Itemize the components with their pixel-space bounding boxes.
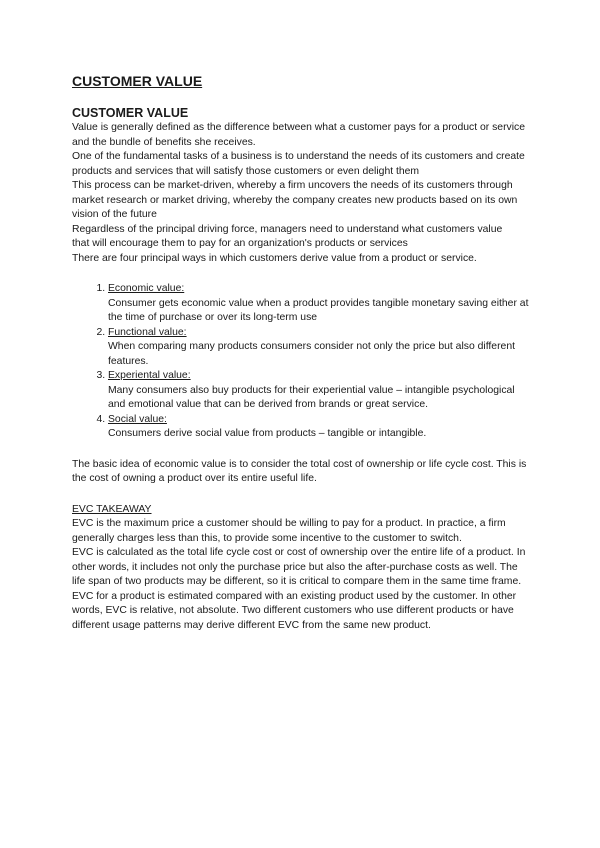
intro-paragraph: This process can be market-driven, whereby a firm uncovers the needs of its customers through market research or market driving, whereby the company creates new products based on its own vision of the future	[72, 180, 518, 220]
document-page	[72, 72, 532, 633]
section-title: CUSTOMER VALUE	[72, 106, 189, 120]
list-item	[108, 413, 532, 442]
intro-paragraph: that will encourage them to pay for an organization's products or services	[72, 238, 408, 249]
value-type-title: 1. Economic value:	[108, 283, 185, 294]
value-type-description: Consumers derive social value from products – tangible or intangible.	[108, 428, 427, 439]
evc-heading: EVC TAKEAWAY	[72, 503, 152, 515]
intro-block	[72, 121, 532, 266]
value-type-title: 3. Experiental value:	[108, 370, 191, 381]
intro-paragraph: There are four principal ways in which customers derive value from a product or service.	[72, 252, 477, 264]
value-type-description: When comparing many products consumers consider not only the price but also different features.	[108, 341, 515, 367]
value-type-description: Many consumers also buy products for their experiential value – intangible psychological and emotional value that can be derived from brands or great service.	[108, 384, 515, 410]
intro-paragraph: Value is generally defined as the difference between what a customer pays for a product or service and the bundle of benefits she receives.	[72, 122, 526, 148]
value-type-title: 2. Functional value:	[108, 326, 187, 338]
value-type-title: 4. Social value:	[108, 413, 167, 425]
evc-block	[72, 517, 532, 633]
intro-paragraph: Regardless of the principal driving force, managers need to understand what customers value	[72, 223, 503, 235]
value-type-description: Consumer gets economic value when a product provides tangible monetary saving either at the time of purchase or over its long-term use	[108, 297, 529, 323]
list-item	[108, 369, 532, 413]
intro-paragraph: One of the fundamental tasks of a business is to understand the needs of its customers and create products and services that will satisfy those customers or even delight them	[72, 151, 525, 177]
evc-paragraph: EVC is the maximum price a customer should be willing to pay for a product. In practice, a firm generally charges less than this, to provide some incentive to the customer to switch.	[72, 518, 506, 544]
value-types-list	[72, 282, 532, 442]
evc-paragraph: EVC for a product is estimated compared with an existing product used by the customer. In other words, EVC is relative, not absolute. Two different customers who use different products or have different usage patterns may derive different EVC from the same new product.	[72, 590, 517, 631]
evc-paragraph: EVC is calculated as the total life cycle cost or cost of ownership over the entire life of a product. In other words, it includes not only the purchase price but also the after-purchase costs as well. The life span of two products may be different, so it is critical to compare them in the same time frame.	[72, 547, 526, 587]
list-item	[108, 326, 532, 370]
list-item	[108, 282, 532, 326]
summary-paragraph: The basic idea of economic value is to consider the total cost of ownership or life cycle cost. This is the cost of owning a product over its entire useful life.	[72, 458, 527, 484]
document-title: CUSTOMER VALUE	[72, 73, 203, 89]
